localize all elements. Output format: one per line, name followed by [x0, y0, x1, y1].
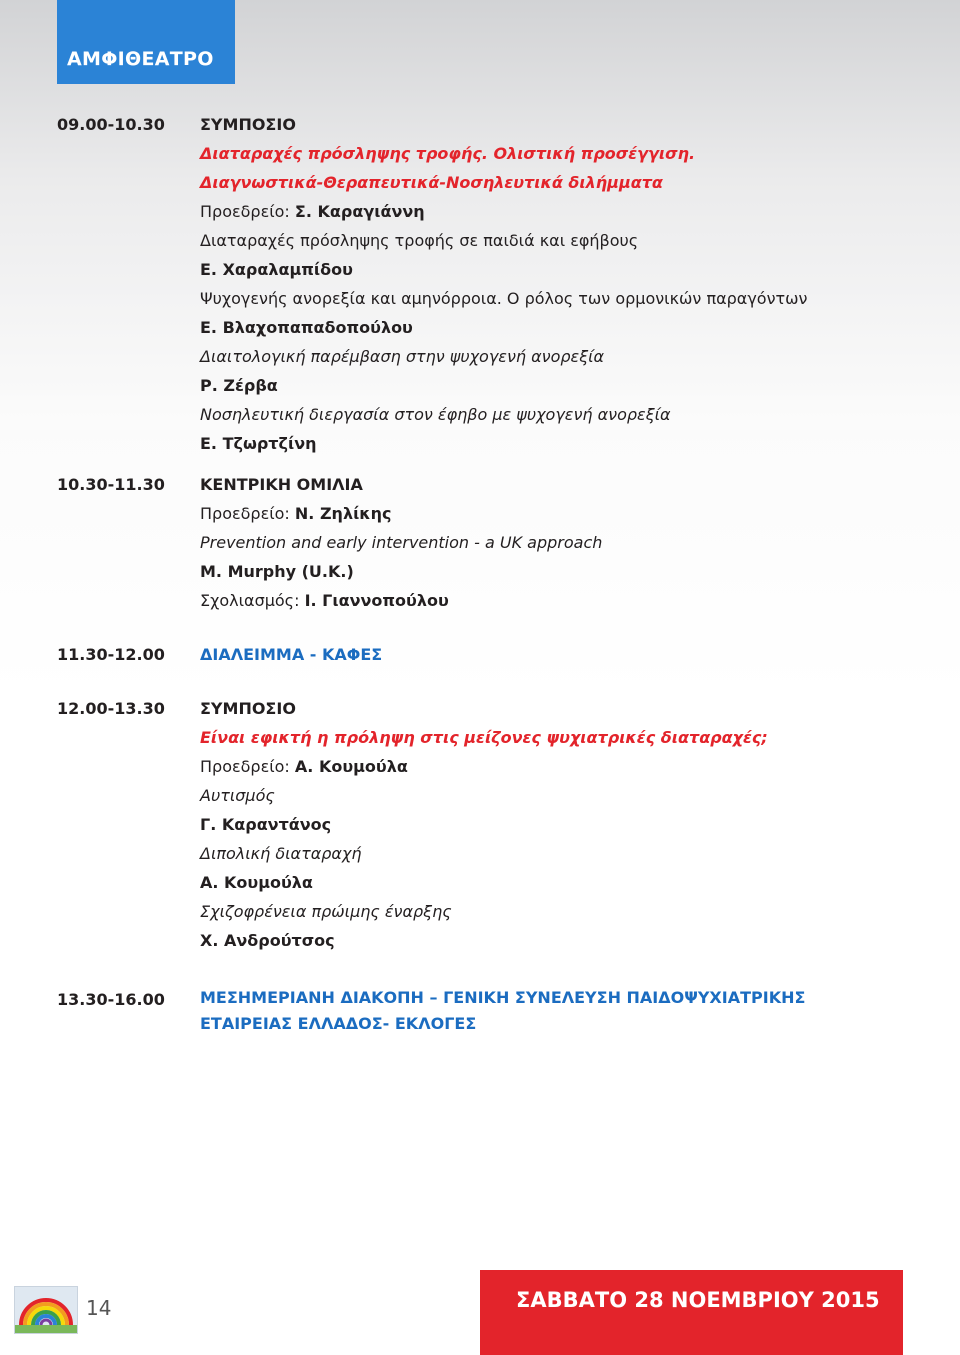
- talk-title: Αυτισμός: [200, 786, 275, 805]
- session-lunch-assembly: [57, 985, 937, 1037]
- talk-title: Διπολική διαταραχή: [200, 844, 362, 863]
- speaker-name: Χ. Ανδρούτσος: [200, 931, 335, 950]
- speaker-name: Ε. Χαραλαμπίδου: [200, 260, 353, 279]
- talk-title: Ψυχογενής ανορεξία και αμηνόρροια. Ο ρόλος των ορμονικών παραγόντων: [200, 289, 808, 308]
- session-symposium-2: [57, 694, 937, 955]
- talk-title: Διαιτολογική παρέμβαση στην ψυχογενή ανορεξία: [200, 347, 605, 366]
- speaker-name: Ρ. Ζέρβα: [200, 376, 278, 395]
- session-break: [57, 640, 937, 669]
- speaker-name: Γ. Καραντάνος: [200, 815, 332, 834]
- chair-label: Προεδρείο:: [200, 202, 290, 221]
- session-symposium-1: [57, 110, 937, 458]
- date-label: ΣΑΒΒΑΤΟ 28 ΝΟΕΜΒΡΙΟΥ 2015: [516, 1288, 880, 1312]
- talk-title: Νοσηλευτική διεργασία στον έφηβο με ψυχογενή ανορεξία: [200, 405, 671, 424]
- session-subtitle: Διαταραχές πρόσληψης τροφής. Ολιστική προσέγγιση.: [200, 144, 696, 163]
- talk-title: Σχιζοφρένεια πρώιμης έναρξης: [200, 902, 452, 921]
- session-time: 10.30-11.30: [57, 475, 165, 494]
- speaker-name: Ε. Τζωρτζίνη: [200, 434, 317, 453]
- commentary-line: [200, 586, 937, 615]
- chair-name: Α. Κουμούλα: [294, 757, 408, 776]
- program-schedule: [57, 110, 937, 1037]
- commentary-name: Ι. Γιαννοπούλου: [304, 591, 449, 610]
- commentary-label: Σχολιασμός:: [200, 591, 300, 610]
- section-tab: [57, 0, 235, 84]
- session-subtitle: Είναι εφικτή η πρόληψη στις μείζονες ψυχιατρικές διαταραχές;: [200, 728, 768, 747]
- session-time: 12.00-13.30: [57, 699, 165, 718]
- chair-name: Σ. Καραγιάννη: [294, 202, 425, 221]
- session-time: 13.30-16.00: [57, 990, 165, 1009]
- chair-label: Προεδρείο:: [200, 757, 290, 776]
- talk-title: Διαταραχές πρόσληψης τροφής σε παιδιά και εφήβους: [200, 231, 639, 250]
- chair-line: [200, 499, 937, 528]
- chair-name: Ν. Ζηλίκης: [294, 504, 392, 523]
- chair-line: [200, 752, 937, 781]
- chair-line: [200, 197, 937, 226]
- speaker-name: M. Murphy (U.K.): [200, 562, 354, 581]
- session-title: ΜΕΣΗΜΕΡΙΑΝΗ ΔΙΑΚΟΠΗ – ΓΕΝΙΚΗ ΣΥΝΕΛΕΥΣΗ ΠΑΙΔΟΨΥΧΙΑΤΡΙΚΗΣ ΕΤΑΙΡΕΙΑΣ ΕΛΛΑΔΟΣ- ΕΚΛΟΓΕΣ: [200, 988, 806, 1033]
- date-banner: [480, 1270, 903, 1355]
- rainbow-icon: [15, 1287, 77, 1333]
- session-title: ΚΕΝΤΡΙΚΗ ΟΜΙΛΙΑ: [200, 475, 363, 494]
- speaker-name: Α. Κουμούλα: [200, 873, 313, 892]
- session-time: 11.30-12.00: [57, 645, 165, 664]
- session-title: ΔΙΑΛΕΙΜΜΑ - ΚΑΦΕΣ: [200, 645, 383, 664]
- chair-label: Προεδρείο:: [200, 504, 290, 523]
- rainbow-logo: [14, 1286, 78, 1334]
- session-title: ΣΥΜΠΟΣΙΟ: [200, 115, 296, 134]
- page-number: 14: [86, 1296, 112, 1320]
- section-tab-label: ΑΜΦΙΘΕΑΤΡΟ: [67, 48, 214, 70]
- session-time: 09.00-10.30: [57, 115, 165, 134]
- speaker-name: Ε. Βλαχοπαπαδοπούλου: [200, 318, 413, 337]
- session-title: ΣΥΜΠΟΣΙΟ: [200, 699, 296, 718]
- session-keynote: [57, 470, 937, 615]
- session-subtitle: Διαγνωστικά-Θεραπευτικά-Νοσηλευτικά διλήμματα: [200, 173, 663, 192]
- talk-title: Prevention and early intervention - a UK approach: [200, 533, 603, 552]
